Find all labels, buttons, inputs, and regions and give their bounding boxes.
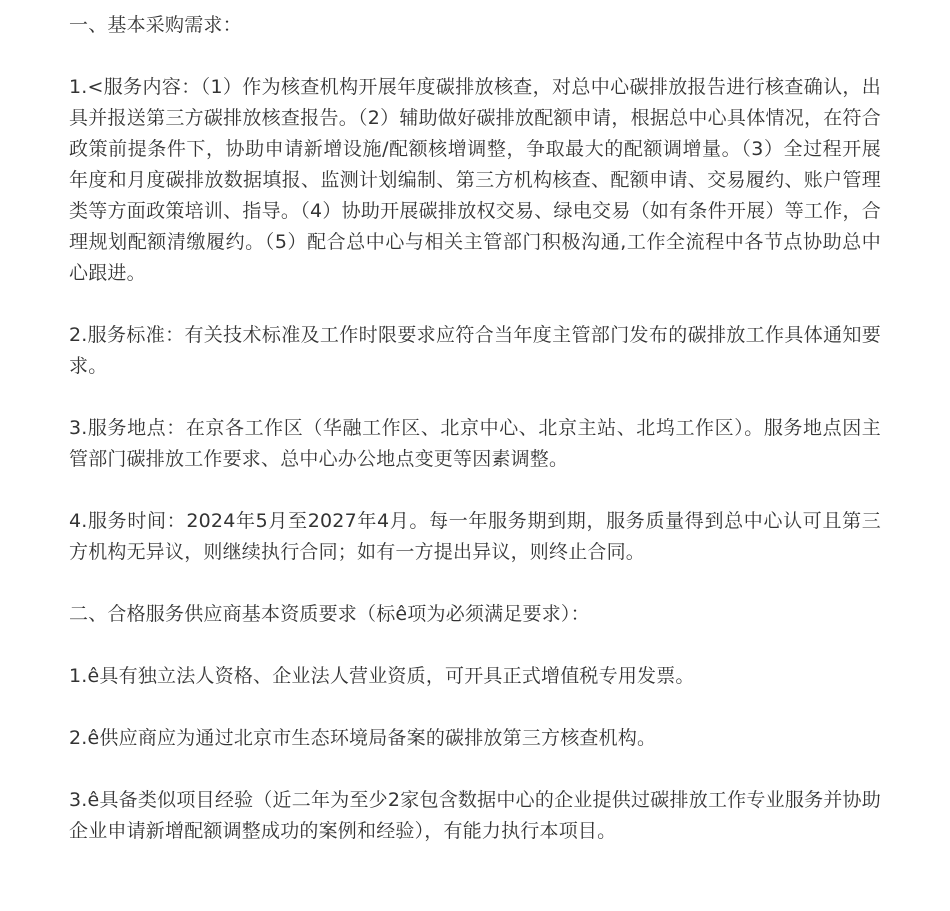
section-2-heading: 二、合格服务供应商基本资质要求（标ê项为必须满足要求）：: [69, 603, 590, 625]
service-location-paragraph: 3.服务地点：在京各工作区（华融工作区、北京中心、北京主站、北坞工作区）。服务地点因主管部门碳排放工作要求、总中心办公地点变更等因素调整。: [69, 417, 881, 470]
qualification-item-2: 2.ê供应商应为通过北京市生态环境局备案的碳排放第三方核查机构。: [69, 727, 657, 749]
document-body: [69, 10, 881, 878]
qualification-item-1: 1.ê具有独立法人资格、企业法人营业资质，可开具正式增值税专用发票。: [69, 665, 695, 687]
qualification-item-3: 3.ê具备类似项目经验（近二年为至少2家包含数据中心的企业提供过碳排放工作专业服务并协助企业申请新增配额调整成功的案例和经验），有能力执行本项目。: [69, 789, 881, 842]
service-content-paragraph: 1.<服务内容：（1）作为核查机构开展年度碳排放核查，对总中心碳排放报告进行核查确认，出具并报送第三方碳排放核查报告。（2）辅助做好碳排放配额申请，根据总中心具体情况，在符合政策前提条件下，协助申请新增设施/配额核增调整，争取最大的配额调增量。（3）全过程开展年度和月度碳排放数据填报、监测计划编制、第三方机构核查、配额申请、交易履约、账户管理类等方面政策培训、指导。（4）协助开展碳排放权交易、绿电交易（如有条件开展）等工作，合理规划配额清缴履约。（5）配合总中心与相关主管部门积极沟通,工作全流程中各节点协助总中心跟进。: [69, 76, 881, 284]
section-1-heading: 一、基本采购需求：: [69, 14, 242, 36]
service-time-paragraph: 4.服务时间：2024年5月至2027年4月。每一年服务期到期，服务质量得到总中心认可且第三方机构无异议，则继续执行合同；如有一方提出异议，则终止合同。: [69, 510, 881, 563]
service-standard-paragraph: 2.服务标准：有关技术标准及工作时限要求应符合当年度主管部门发布的碳排放工作具体通知要求。: [69, 324, 881, 377]
